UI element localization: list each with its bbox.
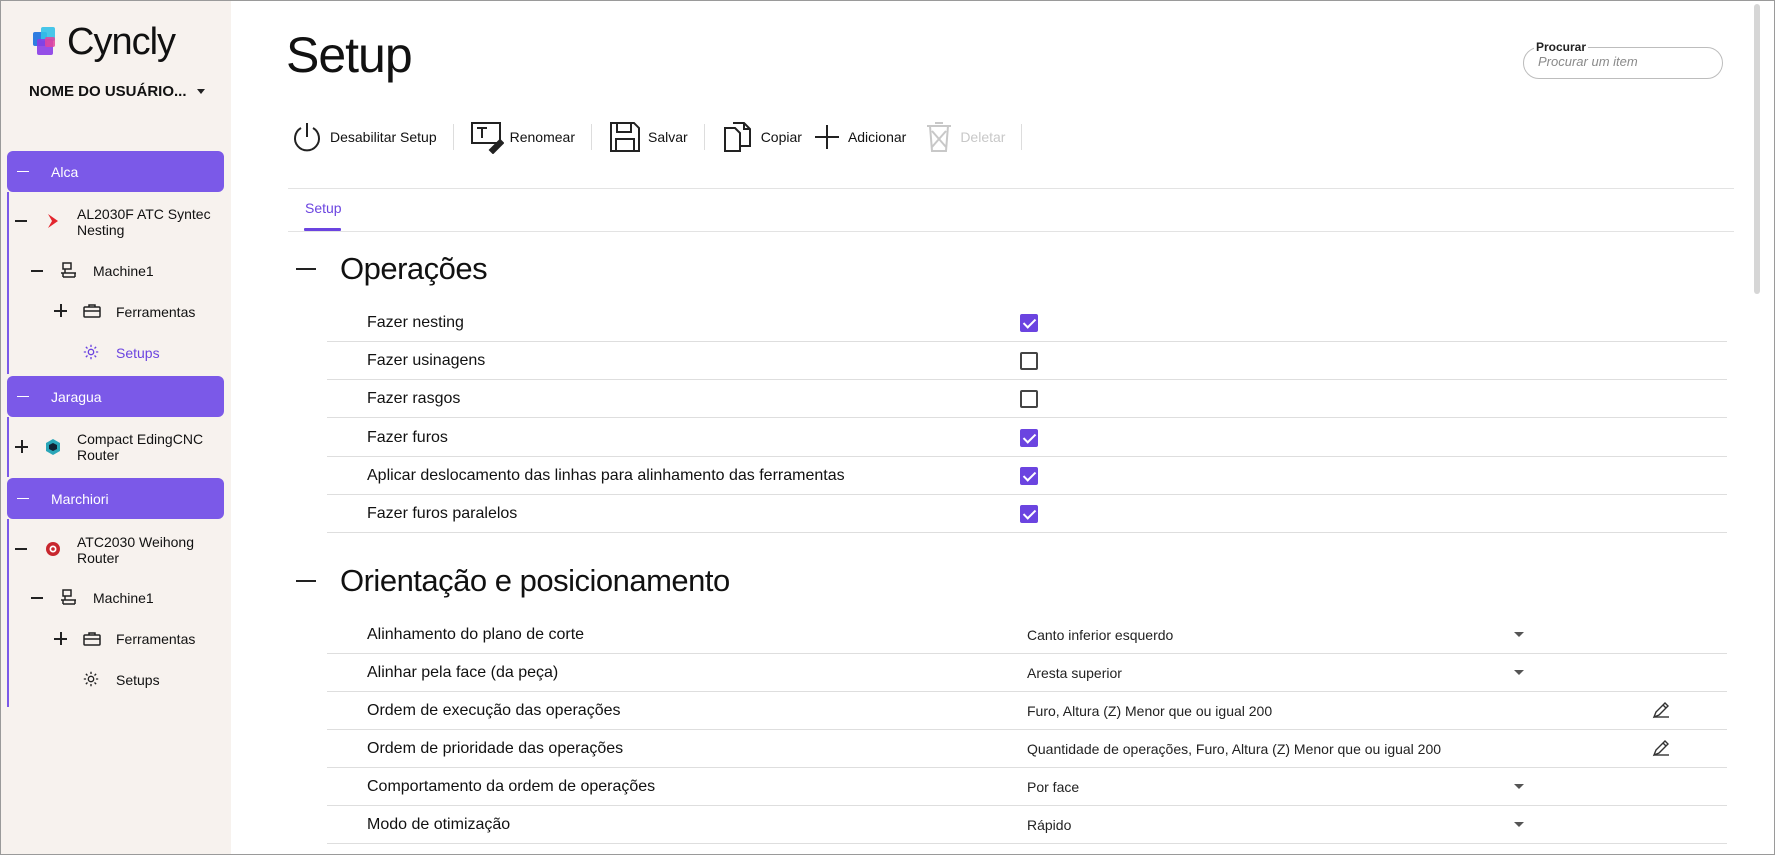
sidebar (1, 1, 231, 854)
setting-label: Alinhar pela face (da peça) (367, 664, 559, 681)
checkbox-fazer-furos-paralelos[interactable] (1020, 505, 1038, 523)
divider (288, 188, 1734, 189)
toolbar-divider (591, 124, 592, 150)
dropdown-value[interactable]: Por face (1027, 779, 1080, 795)
collapse-icon (17, 396, 29, 398)
sidebar-item-atc2030[interactable] (77, 534, 217, 566)
setting-row (327, 457, 1727, 495)
sidebar-item-label: Ferramentas (116, 631, 196, 647)
section-operacoes (296, 251, 487, 287)
user-menu[interactable] (29, 83, 205, 100)
copy-label: Copiar (760, 129, 802, 145)
toolbox-icon (82, 301, 102, 321)
sidebar-item-label: AL2030F ATC Syntec Nesting (77, 206, 211, 238)
sidebar-item-machine1[interactable] (93, 590, 154, 606)
setting-row (327, 342, 1727, 380)
logo-text: Cyncly (67, 21, 176, 63)
user-name: NOME DO USUÁRIO... (29, 83, 187, 100)
brand-logo (33, 21, 175, 64)
edit-icon[interactable] (1651, 738, 1671, 763)
expand-icon[interactable] (54, 632, 67, 645)
setting-row (327, 380, 1727, 418)
chevron-down-icon[interactable] (1514, 784, 1524, 789)
save-button[interactable] (608, 114, 688, 160)
setting-label: Alinhamento do plano de corte (367, 626, 585, 643)
toolbox-icon (82, 629, 102, 649)
sidebar-group-alca[interactable] (7, 151, 224, 192)
section-orientacao (296, 563, 730, 599)
setting-row (327, 616, 1727, 654)
plus-icon (812, 122, 842, 152)
setting-label: Fazer nesting (367, 314, 464, 331)
tree-line (7, 192, 9, 374)
sidebar-item-compact-edingcnc[interactable] (77, 431, 222, 463)
setting-label: Ordem de execução das operações (367, 702, 621, 719)
setting-label: Fazer furos paralelos (367, 505, 518, 522)
setting-label: Fazer rasgos (367, 390, 461, 407)
collapse-icon[interactable] (296, 580, 316, 582)
collapse-icon[interactable] (31, 270, 43, 272)
sidebar-item-machine1[interactable] (93, 263, 154, 279)
machine-icon (59, 587, 79, 607)
save-label: Salvar (648, 129, 688, 145)
collapse-icon[interactable] (296, 268, 316, 270)
rename-label: Renomear (509, 129, 575, 145)
section-title: Operações (340, 251, 488, 286)
sidebar-item-label: ATC2030 Weihong Router (77, 534, 194, 566)
checkbox-fazer-usinagens[interactable] (1020, 352, 1038, 370)
dropdown-value[interactable]: Rápido (1027, 817, 1072, 833)
sidebar-group-label: Jaragua (51, 388, 102, 405)
tree-line (7, 519, 9, 707)
sidebar-item-label: Machine1 (93, 263, 154, 279)
checkbox-fazer-rasgos[interactable] (1020, 390, 1038, 408)
setting-row (327, 304, 1727, 342)
dropdown-value[interactable]: Canto inferior esquerdo (1027, 627, 1174, 643)
setting-row (327, 692, 1727, 730)
sidebar-item-label: Setups (116, 345, 160, 361)
setting-row (327, 768, 1727, 806)
search-input[interactable] (1538, 54, 1708, 69)
setting-row (327, 654, 1727, 692)
setting-label: Ordem de prioridade das operações (367, 740, 624, 757)
cyncly-logo-icon (33, 27, 63, 59)
sidebar-item-label: Compact EdingCNC Router (77, 431, 204, 463)
sidebar-item-label: Ferramentas (116, 304, 196, 320)
sidebar-item-ferramentas[interactable] (116, 631, 195, 647)
sidebar-group-jaragua[interactable] (7, 376, 224, 417)
rename-icon (470, 120, 504, 154)
collapse-icon (17, 498, 29, 500)
copy-icon (721, 120, 755, 154)
sidebar-item-label: Setups (116, 672, 160, 688)
checkbox-fazer-furos[interactable] (1020, 429, 1038, 447)
tree-line (7, 417, 9, 477)
sidebar-item-setups[interactable] (116, 672, 160, 688)
setting-label: Aplicar deslocamento das linhas para alinhamento das ferramentas (367, 467, 845, 484)
section-title: Orientação e posicionamento (340, 563, 730, 598)
divider (288, 231, 1734, 232)
chevron-down-icon (197, 89, 205, 94)
expand-icon[interactable] (15, 440, 28, 453)
sidebar-group-label: Marchiori (51, 490, 109, 507)
gear-icon (82, 343, 102, 363)
sidebar-item-label: Machine1 (93, 590, 154, 606)
sidebar-item-al2030f[interactable] (77, 206, 217, 238)
setting-value: Furo, Altura (Z) Menor que ou igual 200 (1027, 703, 1273, 719)
edingcnc-logo-icon (43, 437, 63, 457)
sidebar-group-label: Alca (51, 163, 79, 180)
collapse-icon[interactable] (15, 220, 27, 222)
tab-setup[interactable]: Setup (305, 200, 342, 216)
collapse-icon[interactable] (31, 597, 43, 599)
sidebar-item-setups[interactable] (116, 345, 160, 361)
checkbox-fazer-nesting[interactable] (1020, 314, 1038, 332)
toolbar-divider (453, 124, 454, 150)
syntec-logo-icon (43, 211, 63, 231)
gear-icon (82, 670, 102, 690)
add-button[interactable] (812, 114, 906, 160)
delete-button[interactable] (924, 114, 1005, 160)
save-icon (608, 120, 642, 154)
setting-label: Comportamento da ordem de operações (367, 778, 656, 795)
edit-icon[interactable] (1651, 700, 1671, 725)
setting-row (327, 419, 1727, 457)
add-label: Adicionar (847, 129, 907, 145)
setting-label: Fazer usinagens (367, 352, 486, 369)
dropdown-value[interactable]: Aresta superior (1027, 665, 1122, 681)
toolbar (290, 114, 1038, 160)
page-title: Setup (286, 27, 412, 83)
power-icon (290, 120, 324, 154)
setting-row (327, 730, 1727, 768)
chevron-down-icon[interactable] (1514, 822, 1524, 827)
checkbox-aplicar-deslocamento[interactable] (1020, 467, 1038, 485)
disable-setup-button[interactable] (290, 114, 437, 160)
setting-row (327, 495, 1727, 533)
disable-setup-label: Desabilitar Setup (330, 129, 437, 145)
search-label: Procurar (1536, 40, 1587, 54)
delete-label: Deletar (960, 129, 1006, 145)
scrollbar[interactable] (1754, 4, 1760, 294)
setting-label: Fazer furos (367, 429, 448, 446)
toolbar-divider (1021, 124, 1022, 150)
collapse-icon (17, 171, 29, 173)
expand-icon[interactable] (54, 304, 67, 317)
toolbar-divider (704, 124, 705, 150)
collapse-icon[interactable] (15, 548, 27, 550)
setting-label: Modo de otimização (367, 816, 511, 833)
trash-icon (924, 121, 954, 153)
sidebar-item-ferramentas[interactable] (116, 304, 195, 320)
setting-value: Quantidade de operações, Furo, Altura (Z) Menor que ou igual 200 (1027, 741, 1442, 757)
setting-row (327, 806, 1727, 844)
copy-button[interactable] (721, 114, 802, 160)
chevron-down-icon[interactable] (1514, 632, 1524, 637)
chevron-down-icon[interactable] (1514, 670, 1524, 675)
weihong-logo-icon (43, 539, 63, 559)
machine-icon (59, 260, 79, 280)
sidebar-group-marchiori[interactable] (7, 478, 224, 519)
rename-button[interactable] (470, 114, 575, 160)
